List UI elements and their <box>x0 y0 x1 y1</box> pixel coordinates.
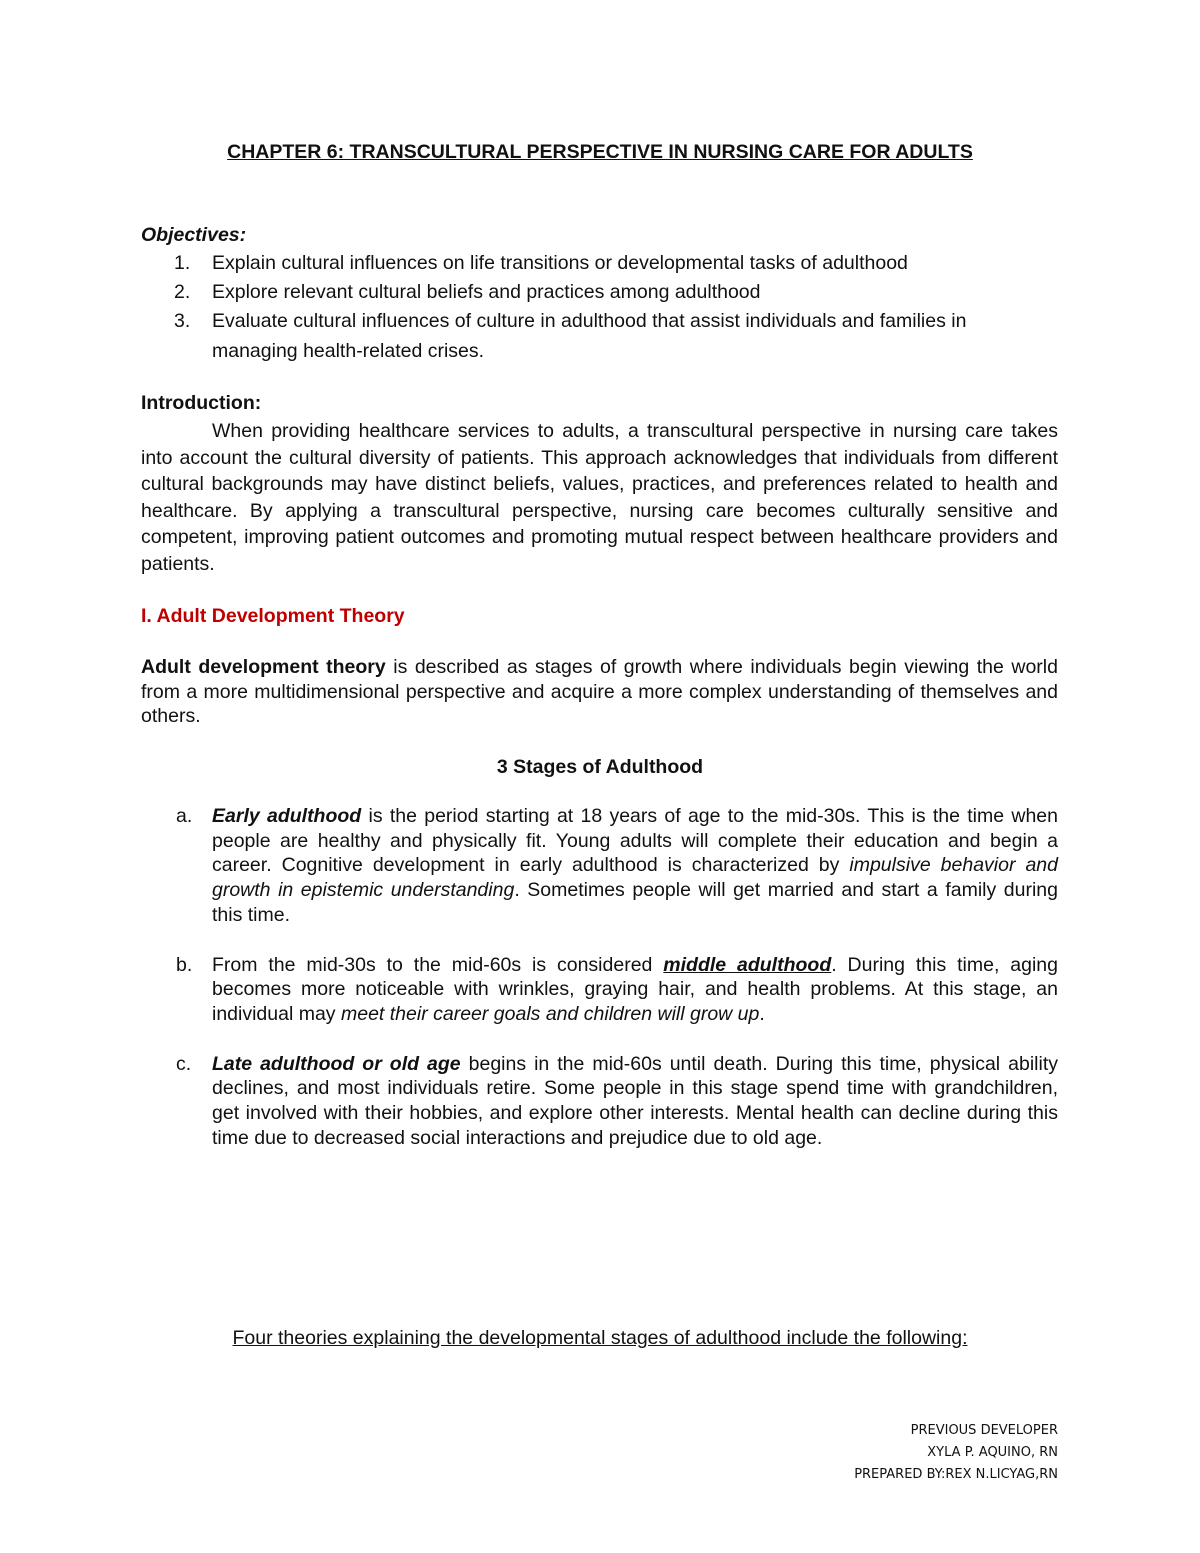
stage-letter: b. <box>176 953 193 976</box>
four-theories-heading: Four theories explaining the developmental stages of adulthood include the following: <box>232 1327 968 1349</box>
stage-pre: From the mid-30s to the mid-60s is considered <box>212 953 664 976</box>
stage-item-middle <box>141 953 1058 1027</box>
chapter-title: CHAPTER 6: TRANSCULTURAL PERSPECTIVE IN NURSING CARE FOR ADULTS <box>227 141 973 163</box>
stage-text: . During this time, aging becomes more noticeable with wrinkles, graying hair, and health problems. At this stage, an individual may <box>212 953 1058 1025</box>
introduction-label: Introduction: <box>141 392 262 414</box>
theory-term: Adult development theory <box>141 656 386 678</box>
section-heading: I. Adult Development Theory <box>141 605 405 627</box>
objectives-label: Objectives: <box>141 224 247 246</box>
theory-paragraph <box>141 655 1058 729</box>
stages-heading: 3 Stages of Adulthood <box>496 756 704 778</box>
stage-text-end: . <box>759 1002 765 1025</box>
stage-text: is the period starting at 18 years of age to the mid-30s. This is the time when people are healthy and physically fit. Young adults will complete their education and begin a career. Cognitive development in early adulthood is characterized by <box>212 805 1058 877</box>
introduction-paragraph: When providing healthcare services to adults, a transcultural perspective in nursing care takes into account the cultural diversity of patients. This approach acknowledges that individuals from different cultural backgrounds may have distinct beliefs, values, practices, and preferences related to health and healthcare. By applying a transcultural perspective, nursing care becomes culturally sensitive and competent, improving patient outcomes and promoting mutual respect between healthcare providers and patients. <box>141 420 1058 575</box>
footer-prepared-by: PREPARED BY:REX N.LICYAG,RN <box>854 1467 1058 1482</box>
stage-text: begins in the mid-60s until death. During this time, physical ability declines, and most individuals retire. Some people in this stage spend time with grandchildren, get involved with their hobbies, and explore other interests. Mental health can decline during this time due to decreased social interactions and prejudice due to old age. <box>212 1052 1058 1149</box>
stage-letter: a. <box>176 805 193 827</box>
objective-number: 3. <box>174 310 191 332</box>
objective-number: 1. <box>174 252 191 274</box>
stage-term: middle adulthood <box>663 953 832 976</box>
objective-text: Explain cultural influences on life transitions or developmental tasks of adulthood <box>212 252 908 274</box>
stages-list <box>141 804 1058 1175</box>
footer-previous-developer: PREVIOUS DEVELOPER <box>910 1423 1058 1438</box>
stage-emphasis: impulsive behavior and growth in epistemic understanding <box>212 854 1058 902</box>
objective-text-line1: Evaluate cultural influences of culture in adulthood that assist individuals and families in <box>212 310 967 332</box>
stage-term: Early adulthood <box>212 805 362 827</box>
objectives-list <box>141 249 1061 367</box>
stage-item-late <box>141 1052 1058 1151</box>
objective-number: 2. <box>174 281 191 303</box>
stage-item-early <box>141 804 1058 928</box>
footer-developer-name: XYLA P. AQUINO, RN <box>927 1445 1058 1460</box>
objective-item <box>141 307 1061 367</box>
stage-emphasis: meet their career goals and children will grow up <box>340 1002 760 1025</box>
stage-letter: c. <box>176 1052 192 1075</box>
stage-term: Late adulthood or old age <box>212 1052 461 1075</box>
objective-item <box>141 278 1061 307</box>
stage-text-end: . Sometimes people will get married and start a family during this time. <box>212 879 1058 926</box>
objective-item <box>141 249 1061 278</box>
theory-definition: is described as stages of growth where individuals begin viewing the world from a more multidimensional perspective and acquire a more complex understanding of themselves and others. <box>141 656 1058 728</box>
objective-text: Explore relevant cultural beliefs and practices among adulthood <box>212 281 761 303</box>
objective-text-line2: managing health-related crises. <box>212 340 485 362</box>
footer-credits <box>854 1420 1058 1486</box>
